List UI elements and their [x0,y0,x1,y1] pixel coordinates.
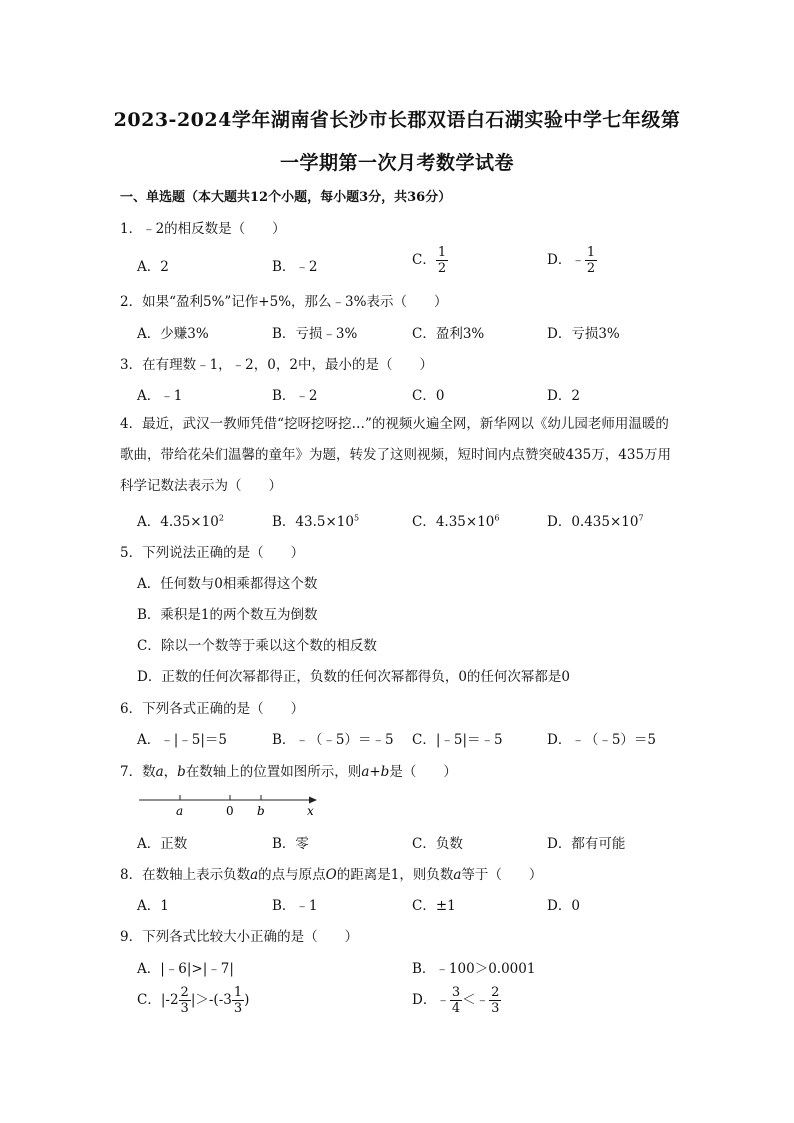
question-7-stem: 7．数a，b在数轴上的位置如图所示，则a+b是（ ） [120,764,457,780]
q3-option-b: B．﹣2 [272,388,318,404]
q8-option-c: C．±1 [412,898,456,914]
axis-label-b: b [257,804,265,818]
q4-option-d: D．$0.435\times 10^7$ [547,513,644,530]
title-line-2: 一学期第一次月考数学试卷 [279,152,514,174]
q5-option-d: D．正数的任何次幂都得正，负数的任何次幂都得负，0的任何次幂都是0 [137,669,571,685]
q9-option-d: D．﹣ $\frac{3}{4}$ ＜﹣ $\frac{2}{3}$ [412,985,500,1016]
q3-option-c: C．0 [412,388,445,404]
question-2-stem: 2．如果“盈利5%”记作+5%，那么﹣3%表示（ ） [120,294,448,310]
fraction: $\frac{1}{2}$ [437,245,447,276]
question-8-stem: 8．在数轴上表示负数a的点与原点O的距离是1，则负数a等于（ ） [120,867,543,883]
q4-option-c: C．$4.35\times 10^6$ [412,513,500,530]
section-heading: 一、单选题（本大题共12个小题，每小题3分，共36分） [120,190,452,205]
q8-option-a: A．1 [137,898,169,914]
q2-option-a: A．少赚3% [137,326,209,342]
number-line-figure [135,791,325,819]
q1-option-c: C． $\frac{1}{2}$ [412,245,447,276]
fraction: $\frac{3}{4}$ [451,985,461,1016]
q4-option-b: B．$43.5\times 10^5$ [272,513,360,530]
q7-option-b: B．零 [272,836,309,852]
q7-option-a: A．正数 [137,836,188,852]
fraction: $\frac{1}{2}$ [586,245,596,276]
fraction: $\frac{2}{3}$ [491,985,500,1016]
q9-option-c: C．|-2 $\frac{2}{3}$ |＞-(-3 $\frac{1}{3}$ ) [137,985,250,1016]
q7-option-c: C．负数 [412,836,463,852]
axis-label-0: 0 [226,804,234,818]
question-5-stem: 5．下列说法正确的是（ ） [120,545,305,561]
question-1-stem: 1．﹣2的相反数是（ ） [120,221,286,237]
question-6-stem: 6．下列各式正确的是（ ） [120,701,305,717]
q3-option-d: D．2 [547,388,580,404]
q6-option-c: C．|﹣5|＝﹣5 [412,732,503,748]
axis-arrow-icon [309,797,317,804]
q6-option-d: D．﹣（﹣5）＝5 [547,732,657,748]
q9-option-b: B．﹣100＞0.0001 [412,961,536,977]
q1-option-a: A．2 [137,259,169,275]
fraction: $\frac{2}{3}$ [180,985,189,1016]
fraction: $\frac{1}{3}$ [233,985,243,1016]
q4-option-a: A．$4.35\times 10^2$ [137,513,224,530]
q5-option-b: B．乘积是1的两个数互为倒数 [137,607,318,623]
q8-option-b: B．﹣1 [272,898,318,914]
q6-option-b: B．﹣（﹣5）＝﹣5 [272,732,394,748]
q1-option-d: D．﹣ $\frac{1}{2}$ [547,245,596,276]
q9-option-a: A．|﹣6|>|﹣7| [137,961,234,977]
q2-option-c: C．盈利3% [412,326,485,342]
axis-label-a: a [176,804,184,818]
question-3-stem: 3．在有理数﹣1，﹣2，0，2中，最小的是（ ） [120,357,433,373]
question-4-stem: 4．最近，武汉一教师凭借“挖呀挖呀挖…”的视频火遍全网，新华网以《幼儿园老师用温暖的歌曲，带给花朵们温馨的童年》为题，转发了这则视频，短时间内点赞突破435万，435万用科学记数法表示为（ ） [120,416,672,494]
title-line-1: 2023-2024学年湖南省长沙市长郡双语白石湖实验中学七年级第 [113,109,681,131]
q6-option-a: A．﹣|﹣5|＝5 [137,732,228,748]
q2-option-d: D．亏损3% [547,326,620,342]
q8-option-d: D．0 [547,898,580,914]
q1-option-b: B．﹣2 [272,259,318,275]
q2-option-b: B．亏损﹣3% [272,326,358,342]
question-9-stem: 9．下列各式比较大小正确的是（ ） [120,929,359,945]
q7-option-d: D．都有可能 [547,836,626,852]
q5-option-c: C．除以一个数等于乘以这个数的相反数 [137,638,377,654]
q5-option-a: A．任何数与0相乘都得这个数 [137,576,318,592]
axis-label-x: x [307,804,314,818]
q3-option-a: A．﹣1 [137,388,183,404]
